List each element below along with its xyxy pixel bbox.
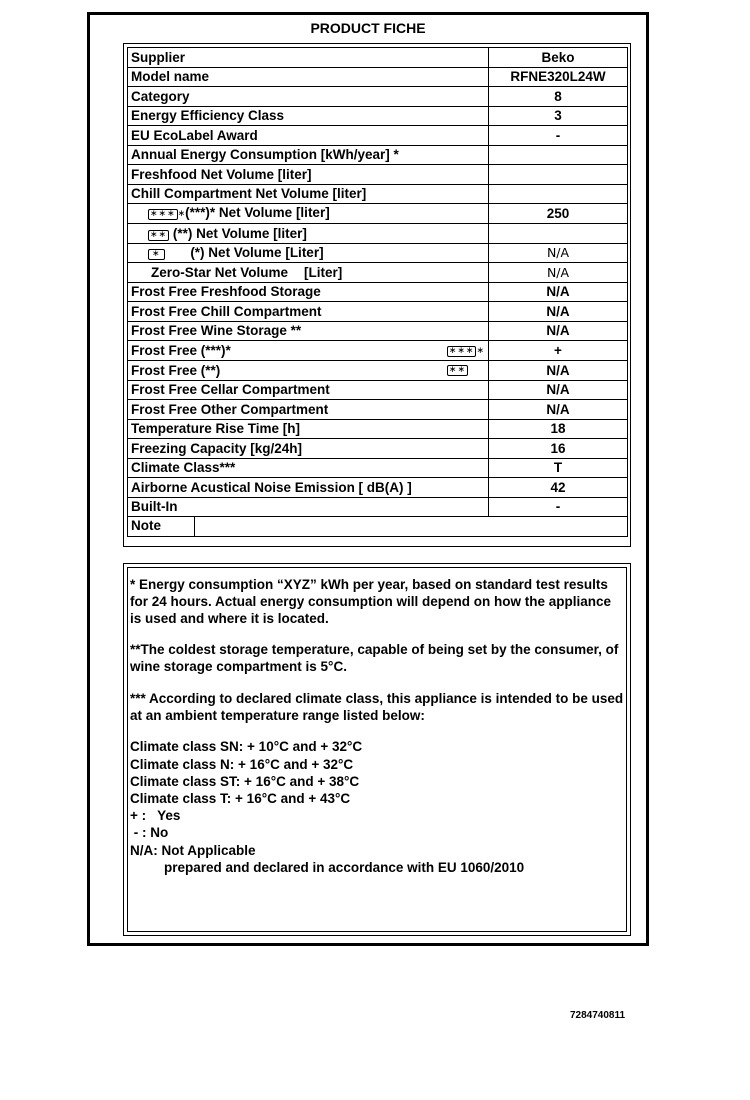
row-label: Temperature Rise Time [h] xyxy=(128,419,489,439)
table-row xyxy=(128,48,628,68)
climate-class-n: Climate class N: + 16°C and + 32°C xyxy=(130,756,354,772)
row-label: Annual Energy Consumption [kWh/year] * xyxy=(128,145,489,165)
row-label: Airborne Acustical Noise Emission [ dB(A) ] xyxy=(128,478,489,498)
table-row xyxy=(128,126,628,146)
star-icon: ∗ xyxy=(177,209,186,219)
notes-box xyxy=(123,563,631,936)
row-label: Supplier xyxy=(128,48,489,68)
row-label: Frost Free Freshfood Storage xyxy=(128,282,489,302)
three-star-icon: ∗∗∗ xyxy=(150,209,176,219)
row-unit: [Liter] xyxy=(304,264,343,280)
row-value xyxy=(489,184,628,204)
table-row xyxy=(128,106,628,126)
specification-table xyxy=(127,47,628,537)
table-row xyxy=(128,165,628,185)
note-climate-class: *** According to declared climate class, this appliance is intended to be used at an ambient temperature range listed below: xyxy=(130,691,624,724)
table-row xyxy=(128,361,628,381)
table-row xyxy=(128,224,628,244)
row-value: 250 xyxy=(489,204,628,224)
climate-class-st: Climate class ST: + 16°C and + 38°C xyxy=(130,773,360,789)
star-icon: ∗ xyxy=(476,346,484,356)
table-row xyxy=(128,497,628,517)
row-value: N/A xyxy=(489,282,628,302)
row-label-cell xyxy=(128,341,489,361)
document-number: 7284740811 xyxy=(570,1010,626,1021)
notes-content xyxy=(127,567,627,932)
legend-no: - : No xyxy=(130,825,169,841)
table-row xyxy=(128,478,628,498)
table-row xyxy=(128,439,628,459)
row-label: Frost Free Wine Storage ** xyxy=(128,321,489,341)
row-value: 18 xyxy=(489,419,628,439)
table-row xyxy=(128,145,628,165)
row-label: Climate Class*** xyxy=(128,458,489,478)
row-value: N/A xyxy=(489,400,628,420)
row-label: Model name xyxy=(128,67,489,87)
table-row xyxy=(128,458,628,478)
row-value: 3 xyxy=(489,106,628,126)
row-label: Frost Free (**) xyxy=(131,362,221,378)
table-row xyxy=(128,321,628,341)
row-value: N/A xyxy=(489,302,628,322)
product-fiche-frame xyxy=(87,12,649,946)
table-row xyxy=(128,87,628,107)
row-value xyxy=(489,145,628,165)
row-label: Built-In xyxy=(128,497,489,517)
table-row xyxy=(128,400,628,420)
row-label: Freezing Capacity [kg/24h] xyxy=(128,439,489,459)
row-label: (**) Net Volume [liter] xyxy=(172,225,307,241)
table-row xyxy=(128,380,628,400)
row-label: Category xyxy=(128,87,489,107)
row-label-cell xyxy=(128,224,489,244)
row-label: Zero-Star Net Volume xyxy=(151,264,289,280)
table-row xyxy=(128,204,628,224)
legend-yes: + : Yes xyxy=(130,808,181,824)
note-wine-storage: **The coldest storage temperature, capable of being set by the consumer, of wine storage compartment is 5°C. xyxy=(130,641,619,674)
row-label: Frost Free Cellar Compartment xyxy=(128,380,489,400)
two-star-icon: ∗∗ xyxy=(448,364,466,375)
table-row xyxy=(128,419,628,439)
row-value: 42 xyxy=(489,478,628,498)
note-row-cell xyxy=(128,517,628,537)
page-title: PRODUCT FICHE xyxy=(310,20,426,36)
row-value: N/A xyxy=(489,380,628,400)
climate-class-t: Climate class T: + 16°C and + 43°C xyxy=(130,791,351,807)
row-value: + xyxy=(489,341,628,361)
row-value: - xyxy=(489,126,628,146)
row-label: Note xyxy=(128,517,195,536)
row-value xyxy=(195,517,627,536)
row-value: 8 xyxy=(489,87,628,107)
row-label: (*) Net Volume [Liter] xyxy=(190,245,324,261)
row-value xyxy=(489,165,628,185)
row-label: Frost Free (***)* xyxy=(131,343,231,358)
row-value: Beko xyxy=(489,48,628,68)
row-value: N/A xyxy=(489,321,628,341)
row-label: (***)* Net Volume [liter] xyxy=(185,205,330,220)
row-value: RFNE320L24W xyxy=(489,67,628,87)
row-label: Frost Free Chill Compartment xyxy=(128,302,489,322)
three-star-icon: ∗∗∗ xyxy=(448,346,475,356)
legend-not-applicable: N/A: Not Applicable xyxy=(130,842,256,858)
row-label: Frost Free Other Compartment xyxy=(128,400,489,420)
row-label-cell xyxy=(128,204,489,224)
row-label-cell xyxy=(128,361,489,381)
two-star-icon: ∗∗ xyxy=(150,229,168,240)
row-label-cell xyxy=(128,263,489,283)
row-label: Freshfood Net Volume [liter] xyxy=(128,165,489,185)
table-row xyxy=(128,282,628,302)
climate-class-sn: Climate class SN: + 10°C and + 32°C xyxy=(130,739,363,755)
row-label: EU EcoLabel Award xyxy=(128,126,489,146)
table-row xyxy=(128,263,628,283)
row-value: T xyxy=(489,458,628,478)
table-row xyxy=(128,341,628,361)
row-label: Energy Efficiency Class xyxy=(128,106,489,126)
note-energy-consumption: * Energy consumption “XYZ” kWh per year, based on standard test results for 24 hours. Actual energy consumption will depend on how the appliance is used and where it is located. xyxy=(130,577,612,627)
row-value xyxy=(489,224,628,244)
table-row xyxy=(128,517,628,537)
row-label-cell xyxy=(128,243,489,263)
table-row xyxy=(128,302,628,322)
declaration-text: prepared and declared in accordance with EU 1060/2010 xyxy=(164,859,525,875)
table-row xyxy=(128,184,628,204)
row-value: 16 xyxy=(489,439,628,459)
row-value: N/A xyxy=(489,243,628,263)
row-label: Chill Compartment Net Volume [liter] xyxy=(128,184,489,204)
table-row xyxy=(128,67,628,87)
specification-table-box xyxy=(123,43,631,547)
one-star-icon: ∗ xyxy=(148,249,165,260)
row-value: - xyxy=(489,497,628,517)
row-value: N/A xyxy=(489,263,628,283)
table-row xyxy=(128,243,628,263)
row-value: N/A xyxy=(489,361,628,381)
